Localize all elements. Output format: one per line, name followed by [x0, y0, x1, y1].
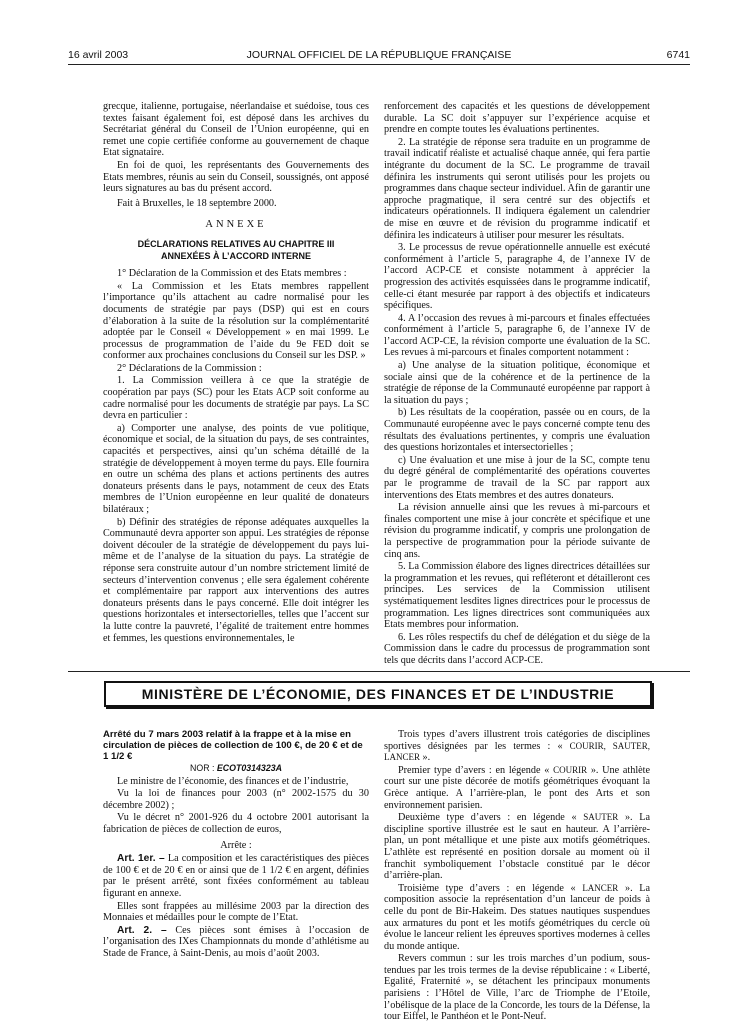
arrete-label: Arrête : [220, 839, 252, 851]
decree-title: Arrêté du 7 mars 2003 relatif à la frappe et à la mise en circulation de pièces de collection de 100 €, de 20 € et de 1 1/2 € [103, 729, 363, 762]
paragraph: « La Commission et les Etats membres rappellent l’importance qu’ils attachent au cadre normalisé pour les documents de stratégie par pays (DSP) qui est en cours d’élaboration à la suite de la résolution sur la complémentarité adoptée par le Conseil « Développement » en mai 1999. Le processus de programmation de l’aide du 9e FED doit se conformer aux prochaines conclusions du Conseil sur les DSP. » [103, 280, 369, 362]
ministry-title: MINISTÈRE DE L’ÉCONOMIE, DES FINANCES ET DE L’INDUSTRIE [141, 686, 615, 702]
paragraph: a) Comporter une analyse, des points de vue politique, économique et social, de la situation du pays, de ses contraintes, capacités et perspectives, ainsi qu’un schéma détaillé de la stratégie de développement à moyen terme du pays. Elle fournira en outre un schéma des plans et actions pertinents des autres donateurs présents dans le pays, notamment de ceux des Etats membres de l’Union européenne en leur qualité de donateurs bilatéraux ; [103, 422, 369, 515]
paragraph: b) Les résultats de la coopération, passée ou en cours, de la Communauté européenne avec le pays concerné compte tenu des résultats des évaluations pertinentes, y compris une évaluation des questions horizontales et intersectorielles ; [384, 407, 650, 454]
article-2: Art. 2. – Ces pièces sont émises à l’occasion de l’organisation des IXes Championnats du monde d’athlétisme au Stade de France, à Saint-Denis, au mois d’août 2003. [103, 924, 369, 959]
header-journal-title: JOURNAL OFFICIEL DE LA RÉPUBLIQUE FRANÇAISE [246, 49, 512, 61]
paragraph: Vu la loi de finances pour 2003 (n° 2002-1575 du 30 décembre 2002) ; [103, 788, 369, 811]
ministry-banner [104, 681, 652, 707]
paragraph: Fait à Bruxelles, le 18 septembre 2000. [117, 197, 277, 209]
header-rule [68, 64, 690, 65]
paragraph: grecque, italienne, portugaise, néerlandaise et suédoise, tous ces textes faisant également foi, est déposé dans les archives du Secrétariat général du Conseil de l’Union européenne, qui en remet une copie certifiée conforme au gouvernement de chaque Etat signataire. [103, 101, 369, 159]
declaration-heading: 2° Déclarations de la Commission : [117, 362, 262, 374]
paragraph: Elles sont frappées au millésime 2003 par la direction des Monnaies et médailles pour le compte de l’Etat. [103, 900, 369, 924]
paragraph: Le ministre de l’économie, des finances et de l’industrie, [117, 775, 349, 787]
paragraph: Trois types d’avers illustrent trois catégories de disciplines sportives désignées par les termes : « COURIR, SAUTER, LANCER ». [384, 729, 651, 764]
paragraph: 2. La stratégie de réponse sera traduite en un programme de travail indicatif réaliste et actualisé chaque année, qui fera partie intégrante du document de la SC. Le programme de travail définira les instruments qui seront utilisés pour les projets ou programmes dans chaque secteur individuel. Afin de garantir une approche pragmatique, il sera centré sur des objectifs et indicateurs opérationnels. Il indiquera également un calendrier de mise en œuvre et de révision du programme indicatif et définira les indicateurs à utiliser pour mesurer les résultats. [384, 136, 650, 241]
paragraph: Revers commun : sur les trois marches d’un podium, sous-tendues par les trois termes de la devise républicaine : « Liberté, Egalité, Fraternité », se détachent les principaux monuments parisiens : l’Hôtel de Ville, l’arc de Triomphe de l’Etoile, l’obélisque de la place de la Concorde, les tours de la Défense, la tour Eiffel, le Panthéon et le Pont-Neuf. [384, 953, 650, 1023]
paragraph: 3. Le processus de revue opérationnelle annuelle est exécuté conformément à l’article 5, paragraphe 4, de l’annexe IV de l’accord ACP-CE et consiste notamment à apprécier la progression des activités esquissées dans le programme indicatif, celle-ci étant mesurée par rapport à des objectifs et indicateurs spécifiques. [384, 242, 650, 312]
paragraph: Premier type d’avers : en légende « COURIR ». Une athlète court sur une piste décorée de motifs géométriques évoquant la Grèce antique. A l’arrière-plan, le pont des Arts et son environnement parisien. [384, 764, 651, 811]
paragraph: a) Une analyse de la situation politique, économique et sociale ainsi que de la cohérence et de la pertinence de la stratégie de réponse de la Communauté européenne par rapport à la situation du pays ; [384, 360, 650, 406]
right-column-bottom [384, 729, 650, 1024]
annexe-heading: ANNEXE [205, 219, 267, 231]
header-date: 16 avril 2003 [68, 49, 129, 61]
paragraph: Troisième type d’avers : en légende « LANCER ». La composition associe la représentation d’un lanceur de poids à celle du pont de Bir-Hakeim. Des statues nautiques suspendues aux armatures du pont et les motifs géométriques du cercle où évolue le lanceur relient les épreuves sportives modernes à celles du monde antique. [384, 882, 651, 952]
paragraph: renforcement des capacités et les questions de développement durable. La SC doit s’appuyer sur l’expérience acquise et prendre en compte toutes les évaluations pertinentes. [384, 101, 650, 136]
left-column-bottom [103, 729, 369, 961]
declarations-title: DÉCLARATIONS RELATIVES AU CHAPITRE III ANNEXÉES À L’ACCORD INTERNE [137, 238, 335, 261]
paragraph: 4. A l’occasion des revues à mi-parcours et finales effectuées conformément à l’article 5, paragraphe 6, de l’annexe IV de l’accord ACP-CE, la révision comporte une évaluation de la SC. Les revues à mi-parcours et finales comportent notamment : [384, 312, 650, 359]
left-column-top [103, 101, 369, 645]
section-rule [68, 671, 690, 672]
paragraph: 5. La Commission élabore des lignes directrices détaillées sur la programmation et les revues, qui refléteront et détailleront ces principes. Les services de la Commission utilisent systématiquement lesdites lignes directrices pour le processus de programmation. Les lignes directrices sont communiquées aux Etats membres pour information. [384, 561, 650, 631]
paragraph: La révision annuelle ainsi que les revues à mi-parcours et finales comportent une mise à jour concrète et spécifique et une révision du programme indicatif, y compris une prolongation de la perspective de programmation pour la période suivante de cinq ans. [384, 502, 650, 560]
paragraph: Deuxième type d’avers : en légende « SAUTER ». La discipline sportive illustrée est le saut en hauteur. A l’arrière-plan, un pont métallique et une piste aux motifs géométriques. L’athlète est représenté en position dorsale au moment où il franchit symboliquement l’obstacle constitué par le décor d’arrière-plan. [384, 812, 651, 882]
paragraph: b) Définir des stratégies de réponse adéquates auxquelles la Communauté devra apporter son appui. Les stratégies de réponse doivent découler de la stratégie de développement du pays lui-même et de l’analyse de la situation du pays. La stratégie de réponse sera construite autour d’un nombre strictement limité de secteurs d’intervention convenus ; elle sera également cohérente et complémentaire par rapport aux interventions des autres donateurs présents dans le pays concerné. Elle doit intégrer les questions horizontales et intersectorielles, telles que l’accent sur la lutte contre la pauvreté, l’égalité de traitement entre hommes et femmes, les questions environnementales, le [103, 516, 369, 644]
right-column-top [384, 101, 650, 668]
declaration-heading: 1° Déclaration de la Commission et des Etats membres : [117, 268, 347, 280]
paragraph: 6. Les rôles respectifs du chef de délégation et du siège de la Commission dans le cadre du processus de programmation sont tels que décrits dans l’accord ACP-CE. [384, 631, 650, 666]
header-page-number: 6741 [666, 49, 690, 61]
paragraph: En foi de quoi, les représentants des Gouvernements des Etats membres, réunis au sein du Conseil, soussignés, ont apposé leurs signatures au bas du présent accord. [103, 159, 369, 195]
article-1: Art. 1er. – La composition et les caractéristiques des pièces de 100 € et de 20 € en or ainsi que de 1 1/2 € en argent, définies par le présent arrêté, sont fixées conformément au tableau figurant en annexe. [103, 853, 370, 899]
paragraph: 1. La Commission veillera à ce que la stratégie de coopération par pays (SC) pour les Etats ACP soit conforme au cadre normalisé pour les documents de stratégie par pays. La SC devra en particulier : [103, 375, 369, 422]
running-header [68, 49, 690, 63]
nor-reference: NOR : ECOT0314323A [190, 763, 282, 773]
paragraph: Vu le décret n° 2001-926 du 4 octobre 2001 autorisant la fabrication de pièces de collection de euros, [103, 812, 369, 835]
paragraph: c) Une évaluation et une mise à jour de la SC, compte tenu du degré général de complémentarité des opérations couvertes par le programme de travail de la SC par rapport aux interventions des Etats membres et des autres donateurs. [384, 454, 650, 501]
